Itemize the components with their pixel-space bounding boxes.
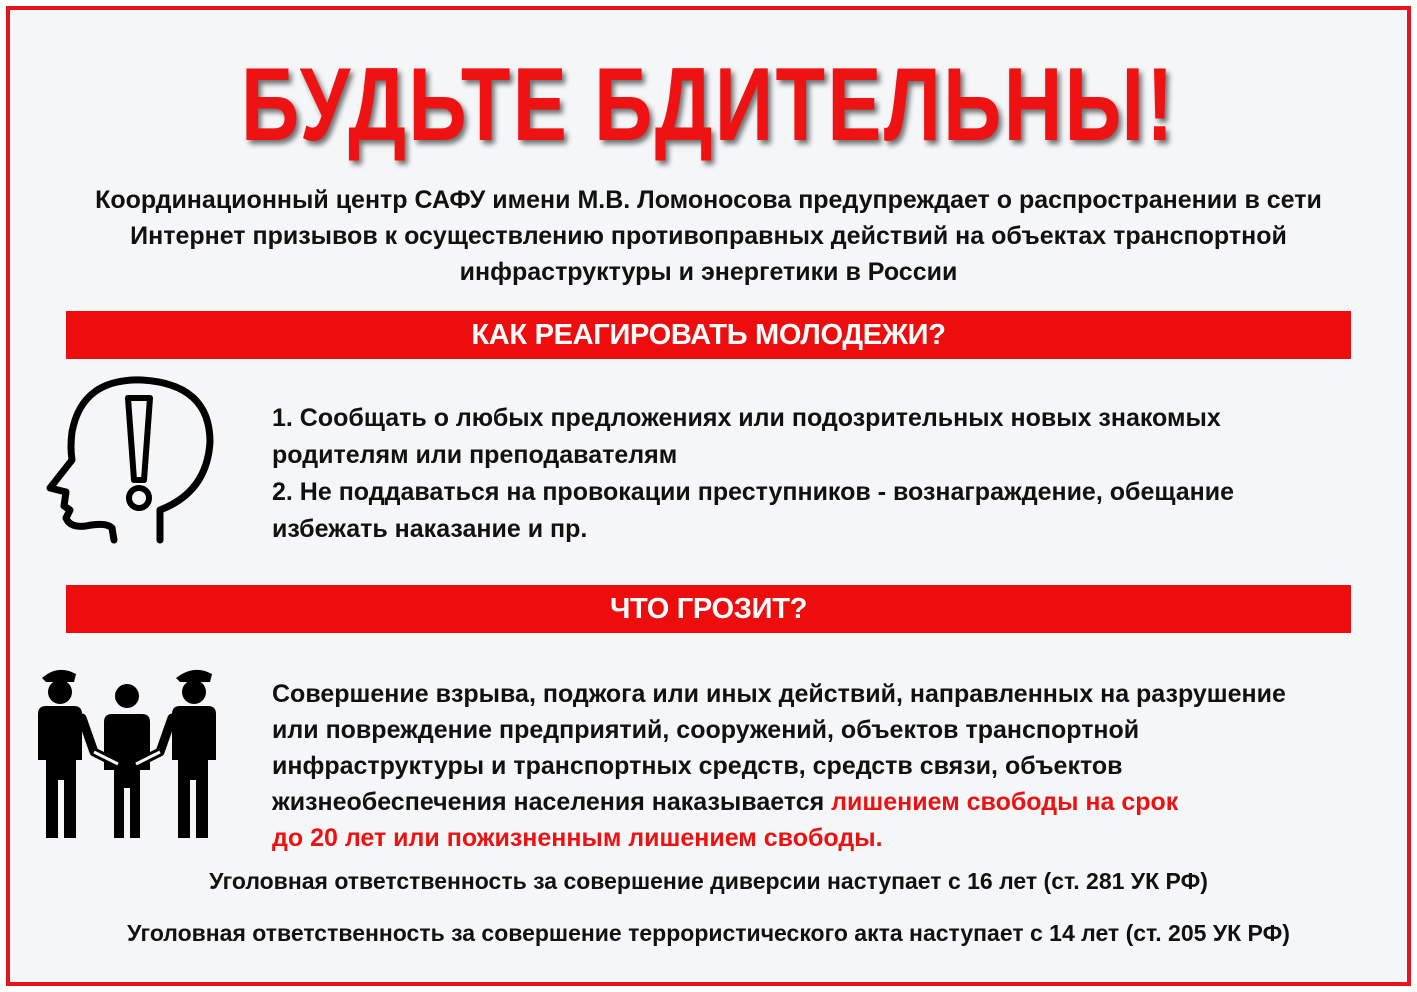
threat-line: или повреждение предприятий, сооружений, объектов транспортной — [272, 716, 1140, 744]
step-line: родителям или преподавателям — [272, 441, 678, 469]
arrest-icon — [34, 660, 220, 838]
intro-line: Интернет призывов к осуществлению противоправных действий на объектах транспортной — [130, 222, 1287, 250]
step-line: 1. Сообщать о любых предложениях или подозрительных новых знакомых — [272, 404, 1221, 432]
liability-terrorism: Уголовная ответственность за совершение террористического акта наступает с 14 лет (ст. 205 УК РФ) — [127, 920, 1290, 946]
step-line: 2. Не поддаваться на провокации преступников - вознаграждение, обещание — [272, 478, 1235, 506]
section-heading-how-to-react: КАК РЕАГИРОВАТЬ МОЛОДЕЖИ? — [66, 311, 1351, 359]
threat-line: Совершение взрыва, поджога или иных действий, направленных на разрушение — [272, 680, 1286, 708]
threat-line — [272, 784, 1392, 820]
poster-title: БУДЬТЕ БДИТЕЛЬНЫ! — [240, 47, 1176, 163]
threat-line: инфраструктуры и транспортных средств, средств связи, объектов — [272, 752, 1123, 780]
threat-line-text: жизнеобеспечения населения наказывается — [272, 788, 832, 816]
head-exclamation-icon — [42, 372, 220, 550]
threat-text — [272, 676, 1392, 856]
penalty-text: лишением свободы на срок — [831, 788, 1179, 816]
intro-line: инфраструктуры и энергетики в России — [459, 258, 958, 286]
reaction-steps — [272, 400, 1372, 548]
liability-sabotage: Уголовная ответственность за совершение диверсии наступает с 16 лет (ст. 281 УК РФ) — [209, 868, 1208, 894]
penalty-text: до 20 лет или пожизненным лишением свободы. — [272, 824, 883, 852]
step-line: избежать наказание и пр. — [272, 515, 588, 543]
intro-text — [40, 182, 1377, 290]
section-heading-threat: ЧТО ГРОЗИТ? — [66, 585, 1351, 633]
intro-line: Координационный центр САФУ имени М.В. Ломоносова предупреждает о распространении в сети — [95, 186, 1322, 214]
